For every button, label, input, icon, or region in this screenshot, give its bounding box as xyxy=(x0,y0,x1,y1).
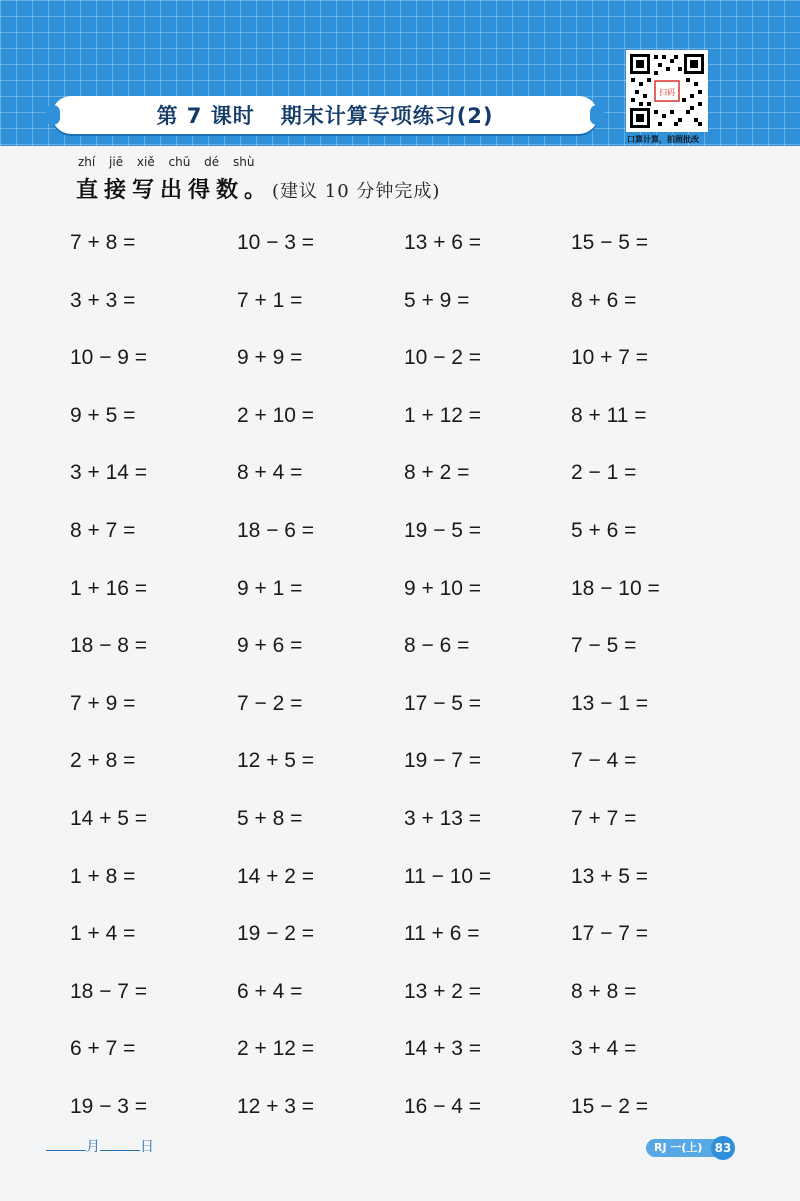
edition-badge: RJ 一(上) xyxy=(646,1139,724,1157)
lesson-number: 第 7 课时 xyxy=(156,104,255,128)
math-problem: 1 + 8 = xyxy=(70,864,136,888)
math-problem: 7 + 9 = xyxy=(70,691,136,715)
math-problem: 16 − 4 = xyxy=(404,1094,482,1118)
math-problem: 5 + 9 = xyxy=(404,288,470,312)
math-problem: 5 + 6 = xyxy=(571,518,637,542)
math-problem: 15 − 2 = xyxy=(571,1094,649,1118)
page-number: 83 xyxy=(711,1136,735,1160)
math-problem: 8 + 8 = xyxy=(571,979,637,1003)
math-problem: 18 − 10 = xyxy=(571,576,660,600)
math-problem: 17 − 5 = xyxy=(404,691,482,715)
math-problem: 18 − 8 = xyxy=(70,634,148,658)
math-problem: 13 + 2 = xyxy=(404,979,482,1003)
month-label: 月 xyxy=(86,1139,100,1155)
math-problem: 8 + 4 = xyxy=(237,461,303,485)
page-title: 期末计算专项练习(2) xyxy=(280,104,494,128)
math-problem: 3 + 3 = xyxy=(70,288,136,312)
math-problem: 2 + 12 = xyxy=(237,1037,315,1061)
math-problem: 14 + 5 = xyxy=(70,806,148,830)
math-problem: 14 + 3 = xyxy=(404,1037,482,1061)
lesson-title-bar xyxy=(52,96,598,134)
qr-caption: 口算计算，拍照批改 xyxy=(627,135,699,144)
math-problem: 9 + 1 = xyxy=(237,576,303,600)
math-problem: 10 − 3 = xyxy=(237,231,315,254)
instruction-text: 直接写出得数。 xyxy=(76,177,273,203)
math-problem: 19 − 3 = xyxy=(70,1094,148,1118)
math-problem: 14 + 2 = xyxy=(237,864,315,888)
math-problem: 6 + 7 = xyxy=(70,1037,136,1061)
math-problem: 11 − 10 = xyxy=(404,864,492,888)
math-problem: 2 + 10 = xyxy=(237,403,315,427)
math-problem: 12 + 5 = xyxy=(237,749,315,773)
math-problem: 10 − 9 = xyxy=(70,346,148,370)
math-problem: 8 + 6 = xyxy=(571,288,637,312)
math-problem: 7 − 5 = xyxy=(571,634,637,658)
day-blank[interactable] xyxy=(100,1136,140,1151)
math-problem: 13 + 6 = xyxy=(404,231,482,254)
instruction-note: (建议 10 分钟完成) xyxy=(272,181,441,202)
math-problem: 2 + 8 = xyxy=(70,749,136,773)
math-problem: 19 − 7 = xyxy=(404,749,482,773)
math-problem: 10 + 7 = xyxy=(571,346,649,370)
math-problem: 8 + 11 = xyxy=(571,403,647,427)
math-problem: 7 + 1 = xyxy=(237,288,303,312)
math-problem: 2 − 1 = xyxy=(571,461,637,485)
math-problem: 1 + 4 = xyxy=(70,922,136,946)
math-problem: 7 + 8 = xyxy=(70,231,136,254)
math-problem: 15 − 5 = xyxy=(571,231,649,254)
math-problem: 9 + 9 = xyxy=(237,346,303,370)
qr-code-icon[interactable] xyxy=(626,50,708,132)
math-problem: 18 − 6 = xyxy=(237,518,315,542)
qr-block[interactable] xyxy=(626,50,708,145)
math-problem: 9 + 6 = xyxy=(237,634,303,658)
math-problem: 17 − 7 = xyxy=(571,922,649,946)
math-problem: 3 + 13 = xyxy=(404,806,482,830)
math-problem: 12 + 3 = xyxy=(237,1094,315,1118)
math-problem: 8 + 7 = xyxy=(70,518,136,542)
math-problem: 8 + 2 = xyxy=(404,461,470,485)
math-problem: 3 + 4 = xyxy=(571,1037,637,1061)
math-problem: 7 − 2 = xyxy=(237,691,303,715)
date-field[interactable] xyxy=(46,1136,154,1156)
instruction-pinyin: zhí jiē xiě chū dé shù xyxy=(78,155,255,169)
math-problem: 18 − 7 = xyxy=(70,979,148,1003)
math-problem: 13 − 1 = xyxy=(571,691,649,715)
math-problem: 1 + 16 = xyxy=(70,576,148,600)
math-problem: 7 − 4 = xyxy=(571,749,637,773)
math-problem: 5 + 8 = xyxy=(237,806,303,830)
problem-grid xyxy=(70,228,710,1150)
math-problem: 6 + 4 = xyxy=(237,979,303,1003)
math-problem: 8 − 6 = xyxy=(404,634,470,658)
day-label: 日 xyxy=(140,1139,154,1155)
math-problem: 7 + 7 = xyxy=(571,806,637,830)
math-problem: 1 + 12 = xyxy=(404,403,482,427)
math-problem: 13 + 5 = xyxy=(571,864,649,888)
math-problem: 19 − 5 = xyxy=(404,518,482,542)
math-problem: 19 − 2 = xyxy=(237,922,315,946)
month-blank[interactable] xyxy=(46,1136,86,1151)
math-problem: 11 + 6 = xyxy=(404,922,480,946)
math-problem: 3 + 14 = xyxy=(70,461,148,485)
math-problem: 9 + 5 = xyxy=(70,403,136,427)
qr-center-label: 扫码 xyxy=(659,88,675,97)
math-problem: 10 − 2 = xyxy=(404,346,482,370)
math-problem: 9 + 10 = xyxy=(404,576,482,600)
